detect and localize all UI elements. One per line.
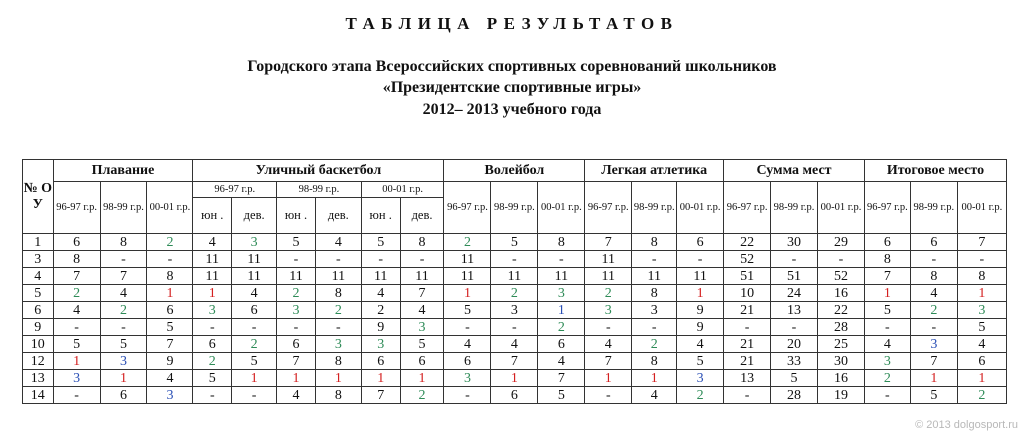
gender-header-boys: юн .: [361, 198, 400, 234]
table-row: [23, 370, 1007, 387]
result-cell: 2: [400, 387, 444, 404]
result-cell: 2: [193, 353, 232, 370]
result-cell: 7: [491, 353, 538, 370]
school-number-cell: 5: [23, 285, 54, 302]
result-cell: 8: [632, 353, 677, 370]
school-number-cell: 6: [23, 302, 54, 319]
age-col-header: 00-01 г.р.: [538, 182, 585, 234]
page-title: ТАБЛИЦА РЕЗУЛЬТАТОВ: [345, 14, 679, 33]
result-cell: 2: [147, 234, 193, 251]
result-cell: 2: [491, 285, 538, 302]
result-cell: 7: [361, 387, 400, 404]
age-col-header: 00-01 г.р.: [957, 182, 1006, 234]
result-cell: -: [100, 319, 147, 336]
result-cell: 8: [957, 268, 1006, 285]
result-cell: 13: [724, 370, 771, 387]
result-cell: -: [193, 387, 232, 404]
result-cell: 11: [400, 268, 444, 285]
result-cell: 1: [277, 370, 316, 387]
subtitle-line-1: Городского этапа Всероссийских спортивных соревнований школьников: [247, 58, 777, 75]
table-row: [23, 353, 1007, 370]
result-cell: 5: [193, 370, 232, 387]
result-cell: 51: [724, 268, 771, 285]
result-cell: 8: [315, 353, 361, 370]
result-cell: 8: [864, 251, 910, 268]
gender-header-girls: дев.: [400, 198, 444, 234]
table-row: [23, 319, 1007, 336]
group-sum-of-places: Сумма мест: [724, 160, 865, 182]
result-cell: 1: [147, 285, 193, 302]
result-cell: 5: [677, 353, 724, 370]
result-cell: 1: [444, 285, 491, 302]
result-cell: -: [864, 319, 910, 336]
table-row: [23, 234, 1007, 251]
result-cell: -: [147, 251, 193, 268]
watermark: © 2013 dolgosport.ru: [915, 419, 1018, 431]
result-cell: 6: [677, 234, 724, 251]
result-cell: 20: [771, 336, 818, 353]
result-cell: 7: [100, 268, 147, 285]
result-cell: 5: [491, 234, 538, 251]
result-cell: 11: [193, 268, 232, 285]
result-cell: 5: [771, 370, 818, 387]
result-cell: 4: [677, 336, 724, 353]
result-cell: 11: [193, 251, 232, 268]
result-cell: -: [957, 251, 1006, 268]
result-cell: 1: [957, 370, 1006, 387]
result-cell: 8: [147, 268, 193, 285]
result-cell: -: [677, 251, 724, 268]
result-cell: 4: [361, 285, 400, 302]
result-cell: 9: [677, 302, 724, 319]
result-cell: 1: [361, 370, 400, 387]
result-cell: 1: [232, 370, 277, 387]
result-cell: -: [817, 251, 864, 268]
result-cell: 10: [724, 285, 771, 302]
result-cell: 2: [910, 302, 957, 319]
group-volleyball: Волейбол: [444, 160, 585, 182]
age-col-header: 00-01 г.р.: [817, 182, 864, 234]
result-cell: 2: [538, 319, 585, 336]
gender-header-boys: юн .: [193, 198, 232, 234]
result-cell: 30: [817, 353, 864, 370]
result-cell: 51: [771, 268, 818, 285]
result-cell: 5: [444, 302, 491, 319]
result-cell: 3: [361, 336, 400, 353]
result-cell: 6: [361, 353, 400, 370]
result-cell: 11: [315, 268, 361, 285]
result-cell: 5: [147, 319, 193, 336]
table-row: [23, 285, 1007, 302]
result-cell: 28: [817, 319, 864, 336]
result-cell: 24: [771, 285, 818, 302]
result-cell: 4: [232, 285, 277, 302]
result-cell: -: [53, 387, 100, 404]
result-cell: 9: [147, 353, 193, 370]
table-row: [23, 336, 1007, 353]
result-cell: 13: [771, 302, 818, 319]
result-cell: 8: [632, 285, 677, 302]
age-col-header: 96-97 г.р.: [724, 182, 771, 234]
result-cell: 2: [53, 285, 100, 302]
result-cell: 8: [315, 387, 361, 404]
result-cell: -: [585, 387, 632, 404]
result-cell: -: [100, 251, 147, 268]
group-swimming: Плавание: [53, 160, 193, 182]
result-cell: 30: [771, 234, 818, 251]
table-row: [23, 387, 1007, 404]
result-cell: 7: [864, 268, 910, 285]
result-cell: 3: [444, 370, 491, 387]
result-cell: 3: [585, 302, 632, 319]
result-cell: 4: [193, 234, 232, 251]
result-cell: 5: [864, 302, 910, 319]
result-cell: 6: [957, 353, 1006, 370]
age-col-header: 96-97 г.р.: [53, 182, 100, 234]
result-cell: 2: [277, 285, 316, 302]
result-cell: 19: [817, 387, 864, 404]
result-cell: 6: [193, 336, 232, 353]
result-cell: 1: [864, 285, 910, 302]
result-cell: 52: [724, 251, 771, 268]
results-body: [23, 234, 1007, 404]
result-cell: 4: [957, 336, 1006, 353]
school-number-header: № О У: [23, 160, 54, 234]
age-col-header: 98-99 г.р.: [100, 182, 147, 234]
result-cell: -: [232, 387, 277, 404]
result-cell: -: [444, 319, 491, 336]
age-col-header: 00-01 г.р.: [147, 182, 193, 234]
result-cell: 7: [400, 285, 444, 302]
result-cell: 16: [817, 285, 864, 302]
result-cell: 6: [444, 353, 491, 370]
result-cell: -: [400, 251, 444, 268]
basket-year-header: 96-97 г.р.: [193, 182, 277, 198]
result-cell: -: [632, 319, 677, 336]
result-cell: 5: [538, 387, 585, 404]
result-cell: -: [771, 319, 818, 336]
result-cell: -: [632, 251, 677, 268]
age-col-header: 98-99 г.р.: [491, 182, 538, 234]
result-cell: 2: [864, 370, 910, 387]
result-cell: 3: [632, 302, 677, 319]
result-cell: 4: [491, 336, 538, 353]
result-cell: 5: [361, 234, 400, 251]
school-number-cell: 13: [23, 370, 54, 387]
result-cell: 1: [538, 302, 585, 319]
result-cell: 3: [910, 336, 957, 353]
result-cell: 11: [232, 268, 277, 285]
result-cell: 9: [677, 319, 724, 336]
result-cell: 7: [53, 268, 100, 285]
school-number-cell: 14: [23, 387, 54, 404]
age-col-header: 98-99 г.р.: [632, 182, 677, 234]
result-cell: -: [444, 387, 491, 404]
result-cell: 8: [53, 251, 100, 268]
result-cell: 6: [864, 234, 910, 251]
result-cell: 28: [771, 387, 818, 404]
subtitle-line-3: 2012– 2013 учебного года: [422, 101, 602, 118]
result-cell: 11: [677, 268, 724, 285]
result-cell: -: [491, 319, 538, 336]
result-cell: 1: [100, 370, 147, 387]
result-cell: 11: [632, 268, 677, 285]
result-cell: -: [771, 251, 818, 268]
result-cell: 21: [724, 302, 771, 319]
age-col-header: 96-97 г.р.: [864, 182, 910, 234]
result-cell: 33: [771, 353, 818, 370]
result-cell: -: [315, 251, 361, 268]
result-cell: 3: [491, 302, 538, 319]
result-cell: 8: [910, 268, 957, 285]
result-cell: 4: [444, 336, 491, 353]
gender-header-girls: дев.: [315, 198, 361, 234]
table-row: [23, 268, 1007, 285]
result-cell: 4: [632, 387, 677, 404]
result-cell: -: [53, 319, 100, 336]
basket-year-header: 98-99 г.р.: [277, 182, 362, 198]
result-cell: 3: [277, 302, 316, 319]
result-cell: 3: [232, 234, 277, 251]
result-cell: 8: [315, 285, 361, 302]
result-cell: 8: [400, 234, 444, 251]
result-cell: 4: [147, 370, 193, 387]
result-cell: 4: [910, 285, 957, 302]
result-cell: 1: [491, 370, 538, 387]
result-cell: 4: [53, 302, 100, 319]
result-cell: 4: [585, 336, 632, 353]
result-cell: 22: [817, 302, 864, 319]
result-cell: 11: [444, 268, 491, 285]
result-cell: 5: [400, 336, 444, 353]
result-cell: 4: [538, 353, 585, 370]
result-cell: 7: [910, 353, 957, 370]
result-cell: -: [585, 319, 632, 336]
result-cell: 1: [632, 370, 677, 387]
school-number-cell: 1: [23, 234, 54, 251]
result-cell: 7: [147, 336, 193, 353]
result-cell: 5: [53, 336, 100, 353]
result-cell: -: [864, 387, 910, 404]
result-cell: 2: [444, 234, 491, 251]
gender-header-girls: дев.: [232, 198, 277, 234]
result-cell: 1: [910, 370, 957, 387]
result-cell: 2: [100, 302, 147, 319]
result-cell: 7: [957, 234, 1006, 251]
school-number-cell: 10: [23, 336, 54, 353]
result-cell: 2: [361, 302, 400, 319]
gender-header-boys: юн .: [277, 198, 316, 234]
result-cell: 1: [585, 370, 632, 387]
result-cell: 5: [910, 387, 957, 404]
result-cell: 5: [232, 353, 277, 370]
result-cell: -: [315, 319, 361, 336]
result-cell: 21: [724, 353, 771, 370]
result-cell: 1: [957, 285, 1006, 302]
result-cell: 3: [315, 336, 361, 353]
result-cell: 3: [864, 353, 910, 370]
result-cell: 16: [817, 370, 864, 387]
result-cell: 6: [538, 336, 585, 353]
result-cell: 1: [400, 370, 444, 387]
result-cell: 11: [277, 268, 316, 285]
age-col-header: 96-97 г.р.: [444, 182, 491, 234]
result-cell: 3: [53, 370, 100, 387]
result-cell: 2: [315, 302, 361, 319]
age-col-header: 98-99 г.р.: [910, 182, 957, 234]
result-cell: 7: [538, 370, 585, 387]
result-cell: 29: [817, 234, 864, 251]
group-street-basketball: Уличный баскетбол: [193, 160, 444, 182]
result-cell: 21: [724, 336, 771, 353]
result-cell: 22: [724, 234, 771, 251]
result-cell: 6: [147, 302, 193, 319]
result-cell: 4: [315, 234, 361, 251]
result-cell: 6: [232, 302, 277, 319]
result-cell: -: [724, 387, 771, 404]
result-cell: 4: [100, 285, 147, 302]
subtitle-line-2: «Президентские спортивные игры»: [382, 79, 642, 96]
result-cell: 8: [538, 234, 585, 251]
result-cell: 7: [585, 353, 632, 370]
result-cell: 2: [957, 387, 1006, 404]
result-cell: -: [491, 251, 538, 268]
group-final-place: Итоговое место: [864, 160, 1006, 182]
result-cell: 4: [400, 302, 444, 319]
result-cell: -: [361, 251, 400, 268]
group-athletics: Легкая атлетика: [585, 160, 724, 182]
result-cell: 5: [957, 319, 1006, 336]
result-cell: 3: [957, 302, 1006, 319]
result-cell: 6: [53, 234, 100, 251]
result-cell: 7: [585, 234, 632, 251]
result-cell: 1: [315, 370, 361, 387]
result-cell: 11: [444, 251, 491, 268]
result-cell: 3: [400, 319, 444, 336]
result-cell: 6: [400, 353, 444, 370]
school-number-cell: 4: [23, 268, 54, 285]
result-cell: 6: [491, 387, 538, 404]
result-cell: -: [538, 251, 585, 268]
result-cell: -: [724, 319, 771, 336]
result-cell: 8: [100, 234, 147, 251]
school-number-cell: 9: [23, 319, 54, 336]
table-row: [23, 251, 1007, 268]
result-cell: 9: [361, 319, 400, 336]
result-cell: 3: [538, 285, 585, 302]
result-cell: 4: [864, 336, 910, 353]
result-cell: 3: [193, 302, 232, 319]
result-cell: 11: [232, 251, 277, 268]
result-cell: 11: [585, 268, 632, 285]
result-cell: 5: [277, 234, 316, 251]
result-cell: 4: [277, 387, 316, 404]
result-cell: 1: [193, 285, 232, 302]
result-cell: -: [910, 319, 957, 336]
school-number-cell: 12: [23, 353, 54, 370]
result-cell: -: [277, 319, 316, 336]
result-cell: -: [277, 251, 316, 268]
result-cell: 11: [585, 251, 632, 268]
age-col-header: 98-99 г.р.: [771, 182, 818, 234]
result-cell: -: [193, 319, 232, 336]
result-cell: 1: [53, 353, 100, 370]
table-row: [23, 302, 1007, 319]
result-cell: 3: [100, 353, 147, 370]
school-number-cell: 3: [23, 251, 54, 268]
results-table: [22, 159, 1007, 404]
result-cell: 7: [277, 353, 316, 370]
age-col-header: 00-01 г.р.: [677, 182, 724, 234]
result-cell: 2: [632, 336, 677, 353]
result-cell: 25: [817, 336, 864, 353]
result-cell: -: [910, 251, 957, 268]
result-cell: 11: [361, 268, 400, 285]
result-cell: 52: [817, 268, 864, 285]
result-cell: 1: [677, 285, 724, 302]
result-cell: 6: [910, 234, 957, 251]
age-col-header: 96-97 г.р.: [585, 182, 632, 234]
result-cell: 3: [677, 370, 724, 387]
result-cell: 8: [632, 234, 677, 251]
result-cell: 2: [585, 285, 632, 302]
result-cell: 5: [100, 336, 147, 353]
result-cell: 6: [100, 387, 147, 404]
basket-year-header: 00-01 г.р.: [361, 182, 444, 198]
result-cell: 6: [277, 336, 316, 353]
result-cell: 2: [232, 336, 277, 353]
result-cell: 2: [677, 387, 724, 404]
result-cell: 11: [538, 268, 585, 285]
result-cell: 3: [147, 387, 193, 404]
result-cell: 11: [491, 268, 538, 285]
result-cell: -: [232, 319, 277, 336]
